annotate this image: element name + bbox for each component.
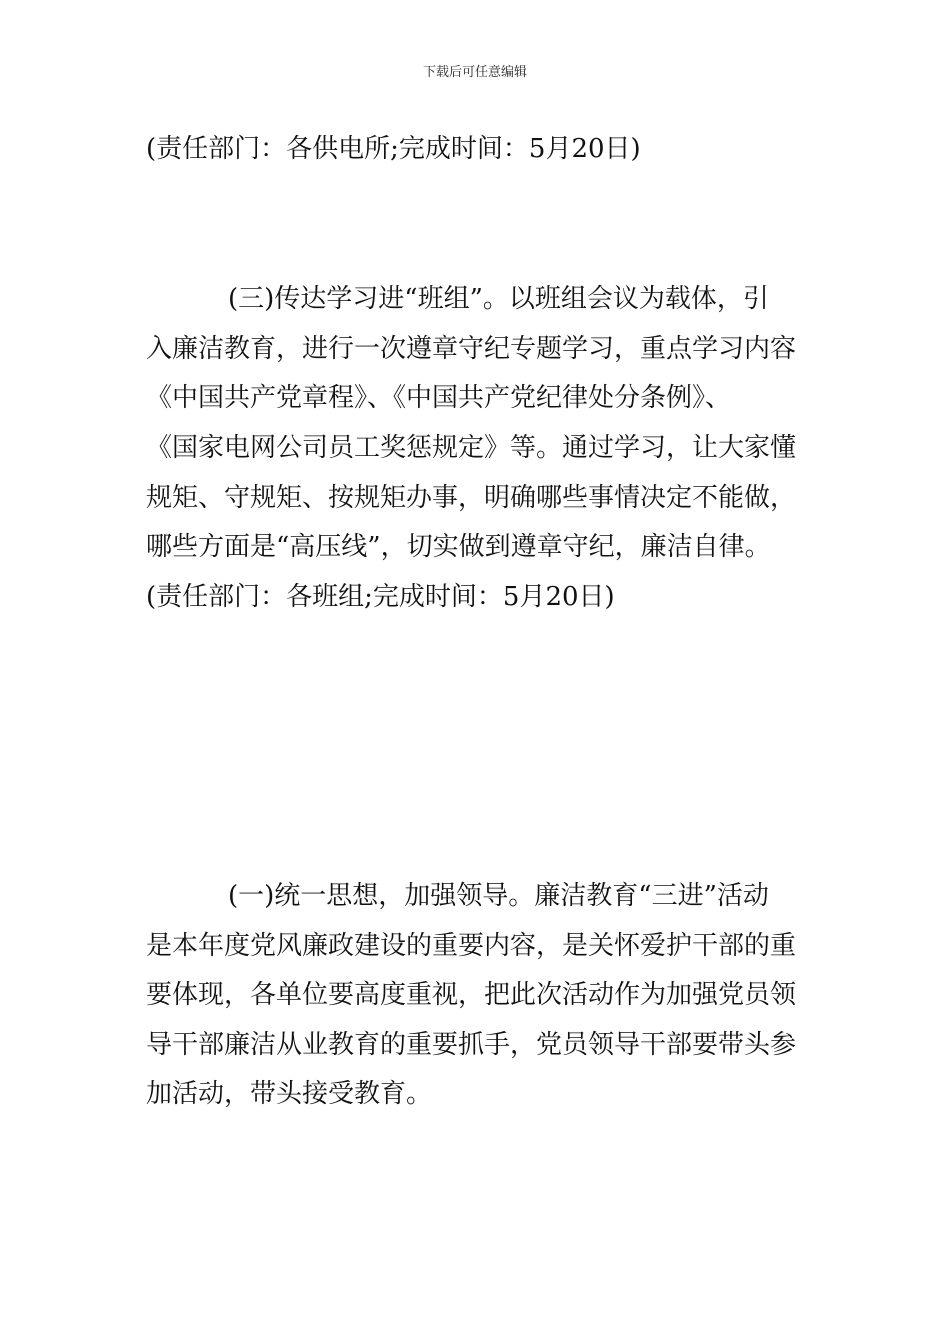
paragraph-line: 要体现，各单位要高度重视，把此次活动作为加强党员领	[146, 980, 797, 1010]
paragraph-line: (一)统一思想，加强领导。廉洁教育“三进”活动	[228, 881, 769, 911]
responsibility-line: (责任部门：各供电所;完成时间：5月20日)	[146, 134, 641, 164]
page-header: 下载后可任意编辑	[422, 65, 527, 80]
paragraph-line: 《中国共产党章程》、《中国共产党纪律处分条例》、	[146, 383, 732, 413]
paragraph-line: 《国家电网公司员工奖惩规定》等。通过学习，让大家懂	[146, 433, 797, 463]
paragraph-line: 加活动，带头接受教育。	[146, 1079, 433, 1109]
paragraph-line: 规矩、守规矩、按规矩办事，明确哪些事情决定不能做，	[146, 483, 797, 513]
paragraph-line: (三)传达学习进“班组”。以班组会议为载体，引	[228, 284, 769, 314]
responsibility-line: (责任部门：各班组;完成时间：5月20日)	[146, 582, 615, 612]
paragraph-line: 导干部廉洁从业教育的重要抓手，党员领导干部要带头参	[146, 1030, 797, 1060]
paragraph-line: 入廉洁教育，进行一次遵章守纪专题学习，重点学习内容	[146, 334, 797, 364]
paragraph-line: 是本年度党风廉政建设的重要内容，是关怀爱护干部的重	[146, 931, 797, 961]
paragraph-line: 哪些方面是“高压线”，切实做到遵章守纪，廉洁自律。	[146, 532, 771, 562]
